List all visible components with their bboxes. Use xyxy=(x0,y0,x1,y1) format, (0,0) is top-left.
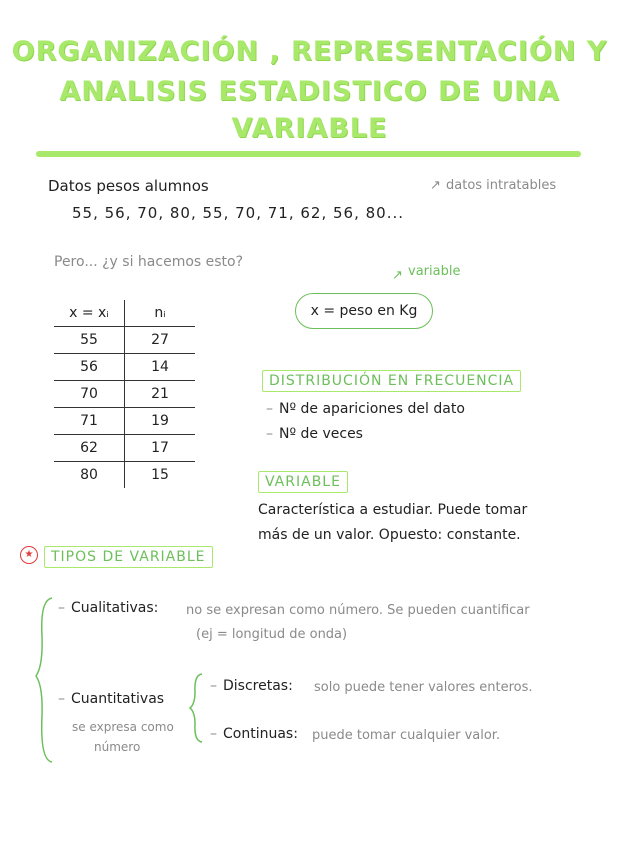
tipos-heading: TIPOS DE VARIABLE xyxy=(44,546,213,568)
continuas-description: puede tomar cualquier valor. xyxy=(312,728,501,743)
discretas-item xyxy=(210,678,293,694)
cuantitativas-note-2: número xyxy=(94,740,141,754)
cualitativas-example: (ej = longitud de onda) xyxy=(196,627,348,642)
cuantitativas-item xyxy=(58,691,164,707)
table-row xyxy=(54,327,195,354)
header-n: nᵢ xyxy=(125,300,196,327)
distribucion-item-text: Nº de apariciones del dato xyxy=(279,401,465,417)
table-cell-x: 71 xyxy=(54,408,125,435)
cualitativas-description: no se expresan como número. Se pueden cuantificar xyxy=(186,603,530,618)
cuantitativas-label: Cuantitativas xyxy=(71,691,165,707)
header-x: x = xᵢ xyxy=(54,300,125,327)
title-line-1: ORGANIZACIÓN , REPRESENTACIÓN Y xyxy=(11,36,608,67)
distribucion-item-text: Nº de veces xyxy=(279,426,363,442)
sub-bracket xyxy=(188,672,206,744)
distribucion-item xyxy=(266,401,465,417)
dash-icon: – xyxy=(58,600,65,616)
cualitativas-label: Cualitativas: xyxy=(71,600,159,616)
discretas-label: Discretas: xyxy=(223,678,293,694)
continuas-label: Continuas: xyxy=(223,726,298,742)
variable-heading: VARIABLE xyxy=(258,471,348,493)
main-bracket xyxy=(34,596,58,766)
dash-icon: – xyxy=(266,426,273,442)
variable-note-arrow-icon: ↗ xyxy=(392,268,403,283)
table-row xyxy=(54,354,195,381)
table-row xyxy=(54,381,195,408)
datos-label: Datos pesos alumnos xyxy=(48,177,209,195)
title-underline xyxy=(36,151,581,157)
table-cell-n: 17 xyxy=(125,435,196,462)
variable-definition-line-1: Característica a estudiar. Puede tomar xyxy=(258,502,528,518)
table-cell-n: 27 xyxy=(125,327,196,354)
table-row xyxy=(54,408,195,435)
frequency-table xyxy=(54,300,195,488)
dash-icon: – xyxy=(266,401,273,417)
table-row xyxy=(54,462,195,489)
distribucion-item xyxy=(266,426,363,442)
cuantitativas-note-1: se expresa como xyxy=(72,720,174,734)
table-cell-x: 55 xyxy=(54,327,125,354)
discretas-description: solo puede tener valores enteros. xyxy=(314,680,533,695)
table-cell-n: 14 xyxy=(125,354,196,381)
question-text: Pero... ¿y si hacemos esto? xyxy=(54,254,244,270)
variable-pill: x = peso en Kg xyxy=(295,293,433,329)
dash-icon: – xyxy=(210,726,217,742)
table-cell-x: 80 xyxy=(54,462,125,489)
title-line-3: VARIABLE xyxy=(231,113,388,144)
table-cell-x: 70 xyxy=(54,381,125,408)
cualitativas-item xyxy=(58,600,158,616)
datos-values: 55, 56, 70, 80, 55, 70, 71, 62, 56, 80... xyxy=(72,204,404,222)
table-cell-n: 19 xyxy=(125,408,196,435)
star-icon: ★ xyxy=(20,546,38,564)
variable-definition-line-2: más de un valor. Opuesto: constante. xyxy=(258,527,521,543)
datos-note-arrow-icon: ↗ xyxy=(430,178,441,193)
table-row xyxy=(54,435,195,462)
table-cell-x: 56 xyxy=(54,354,125,381)
table-cell-n: 15 xyxy=(151,467,169,483)
continuas-item xyxy=(210,726,298,742)
table-cell-n: 21 xyxy=(125,381,196,408)
title-line-2: ANALISIS ESTADISTICO DE UNA xyxy=(59,76,560,107)
table-cell-x: 62 xyxy=(54,435,125,462)
dash-icon: – xyxy=(58,691,65,707)
datos-note: datos intratables xyxy=(446,178,557,193)
dash-icon: – xyxy=(210,678,217,694)
variable-note: variable xyxy=(408,264,461,279)
table-header-row xyxy=(54,300,195,327)
distribucion-heading: DISTRIBUCIÓN EN FRECUENCIA xyxy=(262,370,521,392)
